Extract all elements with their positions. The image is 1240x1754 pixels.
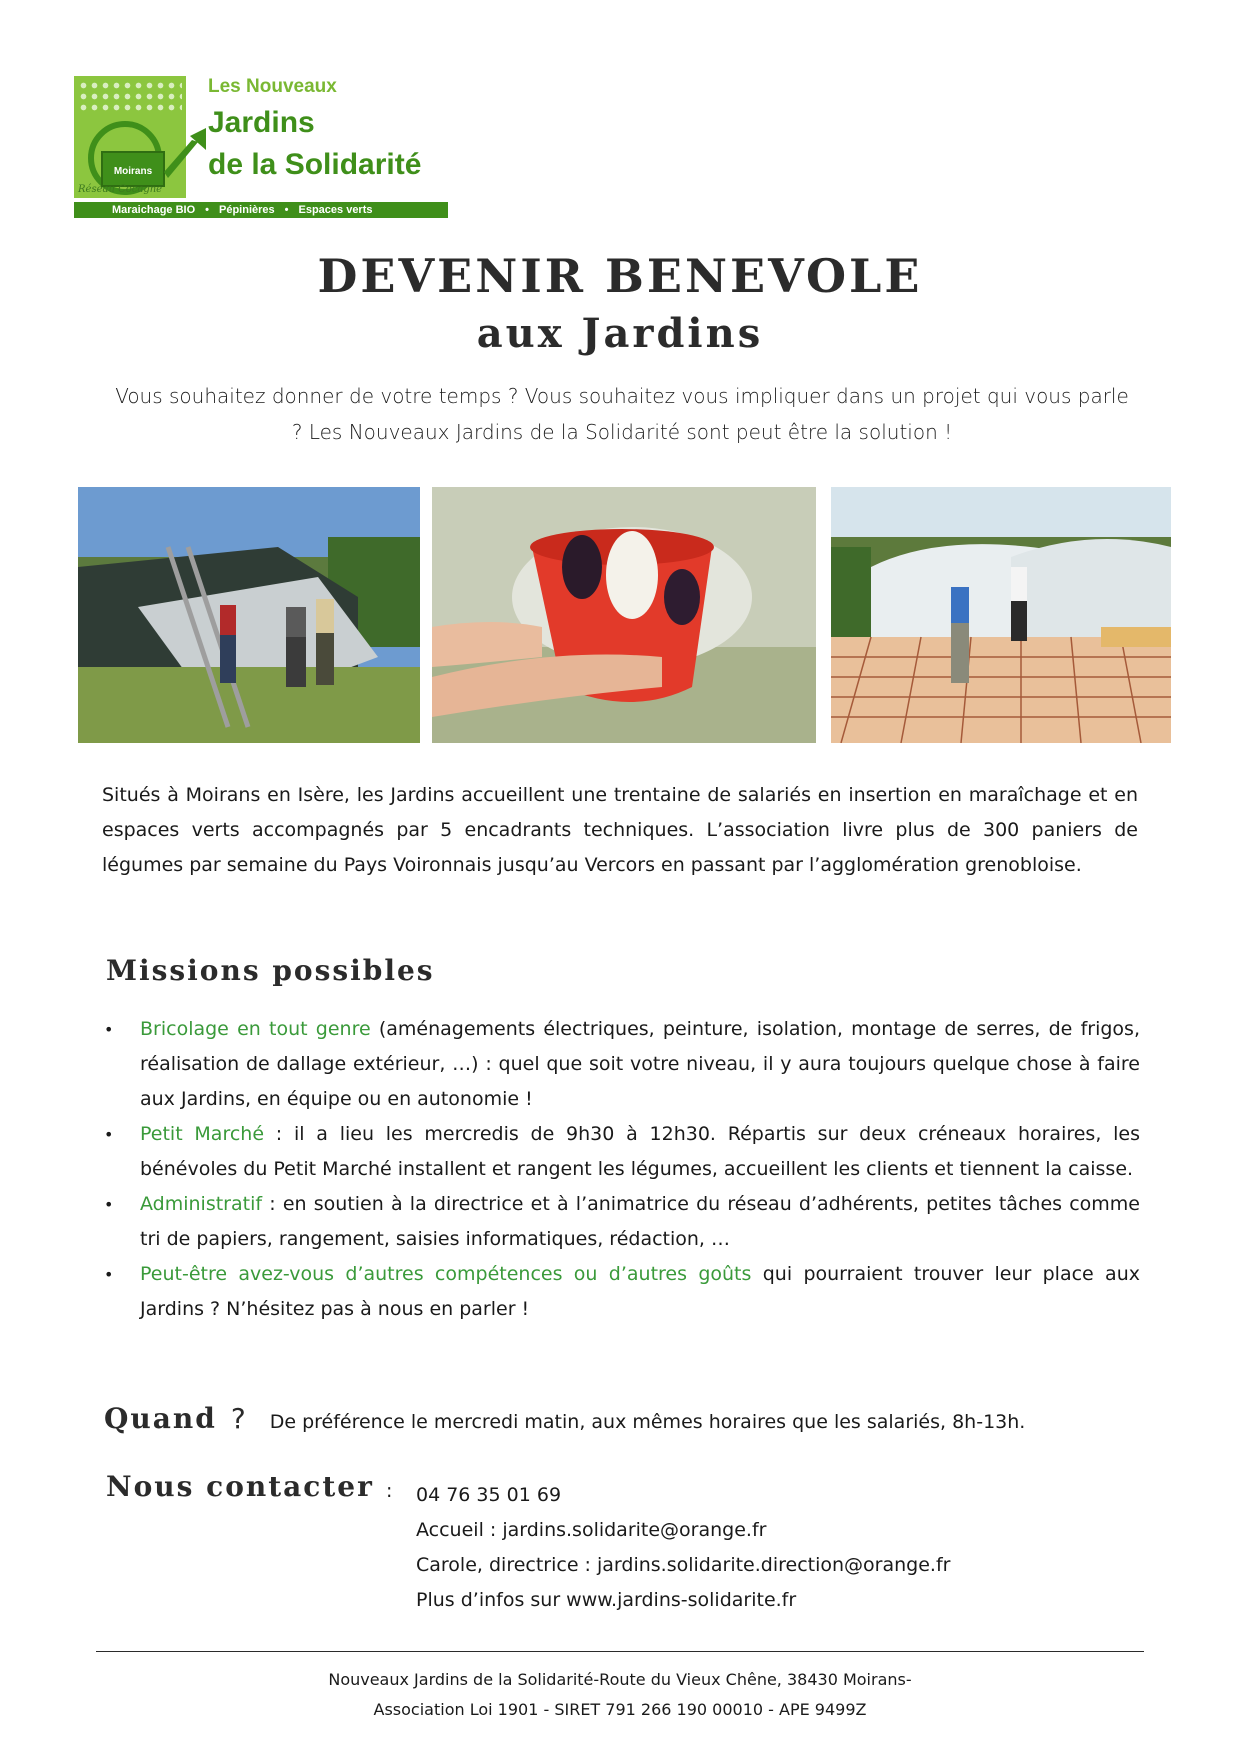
bullet-icon: •: [104, 1195, 114, 1214]
contact-colon: :: [386, 1480, 393, 1502]
contact-accueil-email[interactable]: Accueil : jardins.solidarite@orange.fr: [416, 1519, 767, 1541]
contact-directrice-email[interactable]: Carole, directrice : jardins.solidarite.direction@orange.fr: [416, 1554, 951, 1576]
missions-list: [104, 1012, 1140, 1327]
mission-highlight: Administratif: [140, 1193, 263, 1215]
bullet-icon: •: [104, 1020, 114, 1039]
mission-text: qui pourraient trouver leur place aux Jardins ? N’hésitez pas à nous en parler !: [140, 1263, 1140, 1320]
svg-text:Moirans: Moirans: [113, 166, 153, 177]
page-title: [0, 246, 1240, 362]
logo-line-3: de la Solidarité: [208, 148, 422, 181]
logo-band-item: Pépinières: [219, 204, 275, 216]
intro-text: Vous souhaitez donner de votre temps ? Vous souhaitez vous impliquer dans un projet qui vous parle ? Les Nouveaux Jardins de la Solidarité sont peut être la solution !: [115, 384, 1129, 444]
contact-details: [416, 1478, 950, 1618]
mission-highlight: Peut-être avez-vous d’autres compétences ou d’autres goûts: [140, 1263, 752, 1285]
footer: [0, 1665, 1240, 1725]
construction-photo: [831, 487, 1171, 743]
contact-phone[interactable]: 04 76 35 01 69: [416, 1484, 562, 1506]
bullet-icon: •: [104, 1125, 114, 1144]
when-text: De préférence le mercredi matin, aux mêmes horaires que les salariés, 8h-13h.: [269, 1411, 1026, 1433]
when-section: [104, 1402, 1025, 1435]
missions-heading: Missions possibles: [106, 954, 435, 987]
logo-band-item: Espaces verts: [298, 204, 373, 216]
list-item: [104, 1187, 1140, 1257]
footer-legal: Association Loi 1901 - SIRET 791 266 190 00010 - APE 9499Z: [373, 1700, 867, 1719]
logo-band-item: Maraichage BIO: [112, 204, 196, 216]
logo-band-separator: •: [205, 204, 209, 216]
list-item: [104, 1257, 1140, 1327]
title-line-1: DEVENIR BENEVOLE: [317, 249, 923, 303]
logo-band-separator: •: [284, 204, 289, 216]
logo-line-1: Les Nouveaux: [208, 76, 337, 97]
bullet-icon: •: [104, 1265, 114, 1284]
greenhouse-work-photo: [78, 487, 420, 743]
list-item: [104, 1117, 1140, 1187]
mission-highlight: Petit Marché: [140, 1123, 265, 1145]
list-item: [104, 1012, 1140, 1117]
logo-band: [74, 202, 448, 218]
logo-reseau: Réseau Cocagne: [78, 184, 163, 195]
mission-text: : il a lieu les mercredis de 9h30 à 12h30. Répartis sur deux créneaux horaires, les bénévoles du Petit Marché installent et rangent les légumes, accueillent les clients et tiennent la caisse.: [140, 1123, 1140, 1180]
title-line-2: aux Jardins: [476, 310, 764, 357]
footer-divider: [96, 1651, 1144, 1652]
when-heading: Quand: [104, 1402, 217, 1435]
description-paragraph: Situés à Moirans en Isère, les Jardins accueillent une trentaine de salariés en insertion en maraîchage et en espaces verts accompagnés par 5 encadrants techniques. L’association livre plus de 300 paniers de légumes par semaine du Pays Voironnais jusqu’au Vercors en passant par l’agglomération grenobloise.: [102, 784, 1138, 876]
logo-line-2: Jardins: [208, 106, 315, 139]
when-question-mark: ?: [230, 1402, 246, 1435]
footer-address: Nouveaux Jardins de la Solidarité-Route du Vieux Chêne, 38430 Moirans-: [328, 1670, 912, 1689]
mission-text: (aménagements électriques, peinture, isolation, montage de serres, de frigos, réalisation de dallage extérieur, …) : quel que soit votre niveau, il y aura toujours quelque chose à faire aux Jardins, en équipe ou en autonomie !: [140, 1018, 1140, 1110]
contact-heading: Nous contacter: [106, 1470, 374, 1503]
vegetable-basket-photo: [432, 487, 816, 743]
logo: [74, 76, 448, 218]
mission-text: : en soutien à la directrice et à l’animatrice du réseau d’adhérents, petites tâches comme tri de papiers, rangement, saisies informatiques, rédaction, …: [140, 1193, 1140, 1250]
mission-highlight: Bricolage en tout genre: [140, 1018, 371, 1040]
contact-website[interactable]: Plus d’infos sur www.jardins-solidarite.fr: [416, 1589, 797, 1611]
